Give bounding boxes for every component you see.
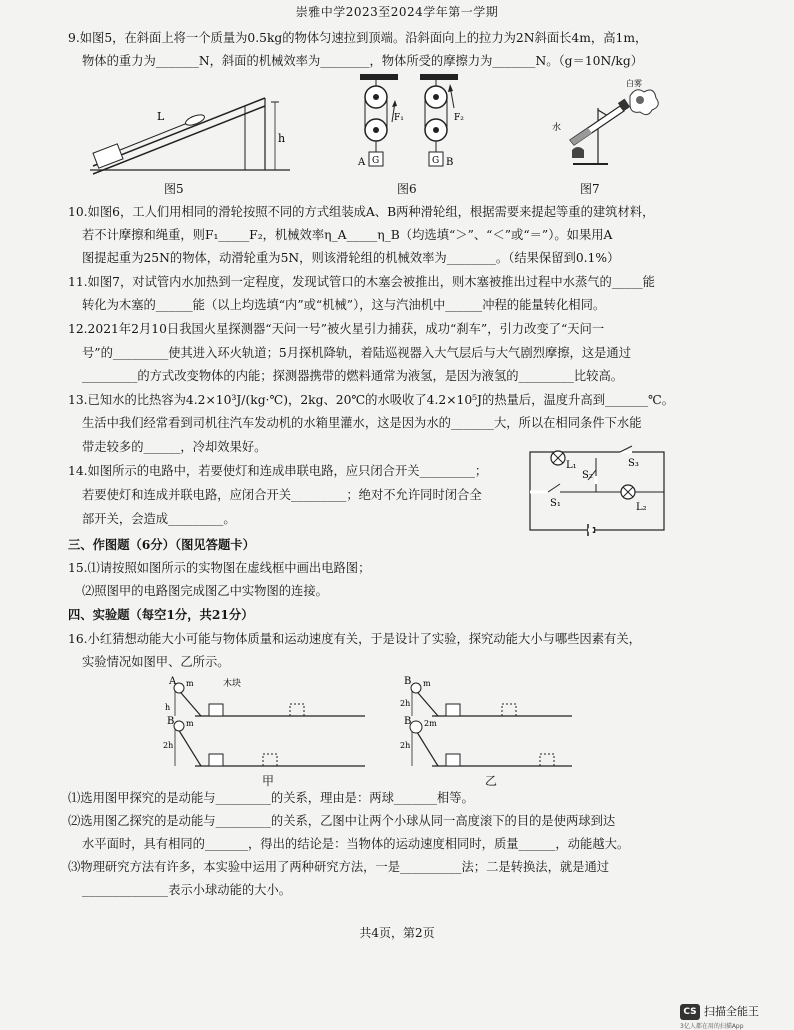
q11-line1: 11.如图7，对试管内水加热到一定程度，发现试管口的木塞会被推出，则木塞被推出过程中水蒸气的_____能	[68, 275, 655, 289]
q9-line2: 物体的重力为_______N，斜面的机械效率为________，物体所受的摩擦力为_______N。（g＝10N/kg）	[82, 54, 643, 68]
fig5-label-h: h	[278, 132, 286, 145]
yi-height-2h-top: 2h	[400, 699, 411, 708]
q16-figure-yi	[402, 676, 577, 776]
q16-line1: 16.小红猜想动能大小可能与物体质量和运动速度有关，于是设计了实验，探究动能大小与哪些因素有关，	[68, 632, 641, 646]
circuit-label-s2: S₂	[582, 470, 593, 481]
q16-sub1: ⑴选用图甲探究的是动能与_________的关系，理由是：两球_______相等。	[68, 791, 474, 805]
circuit-label-l1: L₁	[566, 460, 577, 471]
scanner-logo-icon: CS	[680, 1004, 700, 1020]
q14-line2: 若要使灯和连成并联电路，应闭合开关_________；绝对不允许同时闭合全	[82, 488, 482, 502]
yi-label-b-top: B	[404, 676, 412, 687]
q16-line2: 实验情况如图甲、乙所示。	[82, 655, 230, 669]
fig6-label-a: A	[358, 157, 366, 168]
q13-line1: 13.已知水的比热容为4.2×10³J/(kg·℃)，2kg、20℃的水吸收了4.2×10⁵J的热量后，温度升高到_______℃。	[68, 393, 675, 407]
q16-sub2-line1: ⑵选用图乙探究的是动能与_________的关系，乙图中让两个小球从同一高度滚下的目的是使两球到达	[68, 814, 616, 828]
q16-figure-jia	[165, 676, 370, 776]
q16-sub3-line1: ⑶物理研究方法有许多，本实验中运用了两种研究方法，一是__________法；二是转换法，就是通过	[68, 860, 610, 874]
fig6-weight-b: G	[432, 156, 440, 166]
section-3-heading: 三、作图题（6分）（图见答题卡）	[68, 537, 255, 552]
jia-label-b: B	[167, 716, 175, 727]
yi-mass-2m: 2m	[424, 719, 437, 728]
yi-mass-m: m	[423, 679, 431, 688]
jia-mass-a: m	[186, 679, 194, 688]
q10-line3: 图提起重为25N的物体，动滑轮重为5N，则该滑轮组的机械效率为________。（结果保留到0.1%）	[82, 251, 620, 265]
fig6-caption: 图6	[397, 182, 417, 196]
circuit-label-s3: S₃	[628, 458, 639, 469]
fig7-caption: 图7	[580, 182, 600, 196]
figure-jia-caption: 甲	[262, 774, 275, 788]
q14-circuit-diagram	[528, 448, 668, 534]
q11-line2: 转化为木塞的______能（以上均选填“内”或“机械”），这与汽油机中______冲程的能量转化相同。	[82, 298, 606, 312]
section-4-heading: 四、实验题（每空1分，共21分）	[68, 607, 254, 622]
fig7-test-tube-heating	[548, 78, 658, 173]
fig6-weight-a: G	[372, 156, 380, 166]
q16-sub2-line2: 水平面时，具有相同的_______，得出的结论是：当物体的运动速度相同时，质量______，动能越大。	[82, 837, 630, 851]
q15-line2: ⑵照图甲的电路图完成图乙中实物图的连接。	[82, 584, 328, 598]
fig5-label-l: L	[157, 110, 165, 123]
q9-line1: 9.如图5，在斜面上将一个质量为0.5kg的物体匀速拉到顶端。沿斜面向上的拉力为2N斜面长4m，高1m，	[68, 31, 648, 45]
q14-line1: 14.如图所示的电路中，若要使灯和连成串联电路，应只闭合开关_________；	[68, 464, 488, 478]
jia-height-h: h	[165, 703, 171, 712]
yi-height-2h-bottom: 2h	[400, 741, 411, 750]
fig6-pulley-systems	[358, 72, 468, 172]
circuit-label-l2: L₂	[636, 502, 647, 513]
page-header: 崇雅中学2023至2024学年第一学期	[295, 5, 499, 19]
q13-line2: 生活中我们经常看到司机往汽车发动机的水箱里灌水，这是因为水的_______大，所以在相同条件下水能	[82, 416, 642, 430]
yi-label-b-bottom: B	[404, 716, 412, 727]
scanner-watermark	[680, 1003, 790, 1030]
page-footer: 共4页，第2页	[359, 926, 435, 940]
fig6-force-f2: F₂	[454, 113, 464, 123]
q10-line1: 10.如图6，工人们用相同的滑轮按照不同的方式组装成A、B两种滑轮组，根据需要来提起等重的建筑材料，	[68, 205, 655, 219]
fig7-label-water: 水	[552, 123, 562, 133]
q12-line1: 12.2021年2月10日我国火星探测器“天问一号”被火星引力捕获，成功“刹车”，引力改变了“天问一	[68, 322, 605, 336]
q12-line2: 号”的_________使其进入环火轨道；5月探机降轨，着陆巡视器入大气层后与大气剧烈摩擦，这是通过	[82, 346, 632, 360]
q10-line2: 若不计摩擦和绳重，则F₁_____F₂，机械效率η_A_____η_B（均选填“＞”、“＜”或“＝”）。如果用A	[82, 228, 613, 242]
figure-yi-caption: 乙	[485, 774, 498, 788]
jia-label-a: A	[169, 676, 177, 687]
jia-height-2h: 2h	[163, 741, 174, 750]
fig7-label-steam: 白雾	[626, 79, 642, 88]
q15-line1: 15.⑴请按照如图所示的实物图在虚线框中画出电路图；	[68, 561, 371, 575]
fig5-inclined-plane	[85, 80, 295, 180]
jia-label-block: 木块	[223, 679, 242, 689]
q16-sub3-line2: ______________表示小球动能的大小。	[82, 883, 292, 897]
fig6-label-b: B	[446, 157, 454, 168]
circuit-label-s1: S₁	[550, 498, 561, 509]
fig6-force-f1: F₁	[394, 113, 404, 123]
q13-line3: 带走较多的______，冷却效果好。	[82, 440, 267, 454]
fig5-caption: 图5	[164, 182, 184, 196]
jia-mass-b: m	[186, 719, 194, 728]
scanner-subtitle: 3亿人都在用的扫描App	[680, 1023, 744, 1030]
q12-line3: _________的方式改变物体的内能；探测器携带的燃料通常为液氢，是因为液氢的_________比较高。	[82, 369, 624, 383]
scanner-title: 扫描全能王	[704, 1005, 759, 1018]
q14-line3: 部开关，会造成_________。	[82, 512, 236, 526]
